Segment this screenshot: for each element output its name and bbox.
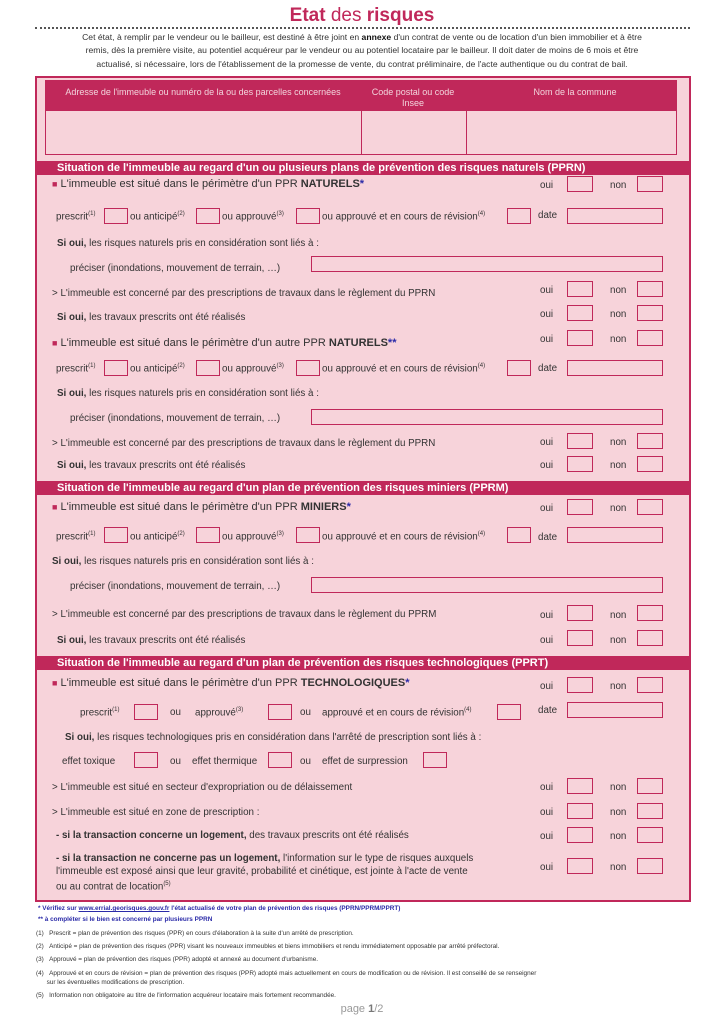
pprn-non-checkbox[interactable] <box>637 176 663 192</box>
pprn2-oui-checkbox[interactable] <box>567 330 593 346</box>
prescriptions-label: > L'immeuble est concerné par des prescriptions de travaux dans le règlement du PPRM <box>52 609 437 620</box>
pprm-travaux-non[interactable] <box>637 630 663 646</box>
travaux-label: Si oui, les travaux prescrits ont été réalisés <box>57 460 246 471</box>
ou-label: ou <box>300 707 311 718</box>
oui-label: oui <box>540 782 554 793</box>
footnote-double-star: ** à compléter si le bien est concerné par plusieurs PPRN <box>38 916 213 923</box>
pprt-approuve-checkbox[interactable] <box>268 704 292 720</box>
oui-label: oui <box>540 807 554 818</box>
non-label: non <box>610 782 627 793</box>
pprt-non-checkbox[interactable] <box>637 677 663 693</box>
pprt-revision-checkbox[interactable] <box>497 704 521 720</box>
pprm-revision-checkbox[interactable] <box>507 527 531 543</box>
oui-label: oui <box>540 334 554 345</box>
zone-prescription-oui[interactable] <box>567 803 593 819</box>
pprn2-anticipe-checkbox[interactable] <box>196 360 220 376</box>
anticipe-label: ou anticipé$^{(2)}$ <box>130 211 185 223</box>
pprn2-approuve-checkbox[interactable] <box>296 360 320 376</box>
pprn2-preciser-field[interactable] <box>311 409 663 425</box>
pprt-prescrit-checkbox[interactable] <box>134 704 158 720</box>
effet-toxique-checkbox[interactable] <box>134 752 158 768</box>
pprt-section-title: Situation de l'immeuble au regard d'un plan de prévention des risques technologiques (PPRT) <box>37 656 689 670</box>
non-label: non <box>610 610 627 621</box>
zone-prescription-non[interactable] <box>637 803 663 819</box>
ou-label: ou <box>170 707 181 718</box>
non-label: non <box>610 681 627 692</box>
oui-label: oui <box>540 309 554 320</box>
pprn2-travaux-non[interactable] <box>637 456 663 472</box>
pprm-anticipe-checkbox[interactable] <box>196 527 220 543</box>
oui-label: oui <box>540 285 554 296</box>
pprt-date-field[interactable] <box>567 702 663 718</box>
non-label: non <box>610 180 627 191</box>
footnote-5: (5) Information non obligatoire au titre de l'information acquéreur locataire mais fortement recommandée. <box>36 992 336 999</box>
pprm-prescriptions-non[interactable] <box>637 605 663 621</box>
non-label: non <box>610 334 627 345</box>
pprn-travaux-oui[interactable] <box>567 305 593 321</box>
date-label: date <box>538 363 558 374</box>
date-label: date <box>538 210 558 221</box>
risques-techno-label: Si oui, les risques technologiques pris en considération dans l'arrêté de prescription sont liés à : <box>65 732 482 743</box>
logement-non[interactable] <box>637 827 663 843</box>
non-label: non <box>610 503 627 514</box>
pprn-travaux-non[interactable] <box>637 305 663 321</box>
revision-label: ou approuvé et en cours de révision$^{(4)}$ <box>322 531 486 543</box>
footnote-3: (3) Approuvé = plan de prévention des risques (PPR) adopté et annexé au document d'urbanisme. <box>36 956 319 963</box>
logement-oui[interactable] <box>567 827 593 843</box>
commune-col-header: Nom de la commune <box>533 87 617 97</box>
preciser-label: préciser (inondations, mouvement de terrain, …) <box>70 581 281 592</box>
oui-label: oui <box>540 437 554 448</box>
non-label: non <box>610 437 627 448</box>
oui-label: oui <box>540 180 554 191</box>
pprt-perimetre-label: ■ L'immeuble est situé dans le périmètre d'un PPR TECHNOLOGIQUES* <box>52 677 410 689</box>
pprn-revision-checkbox[interactable] <box>507 208 531 224</box>
revision-label: ou approuvé et en cours de révision$^{(4)}$ <box>322 211 486 223</box>
preciser-label: préciser (inondations, mouvement de terrain, …) <box>70 413 281 424</box>
non-label: non <box>610 635 627 646</box>
pprm-prescriptions-oui[interactable] <box>567 605 593 621</box>
approuve-label: ou approuvé$^{(3)}$ <box>222 531 284 543</box>
date-label: date <box>538 705 558 716</box>
pprn-section-title: Situation de l'immeuble au regard d'un ou plusieurs plans de prévention des risques naturels (PPRN) <box>37 161 689 175</box>
postal-code-field[interactable] <box>362 111 465 154</box>
page-title: Etat des risques <box>289 5 435 26</box>
non-label: non <box>610 831 627 842</box>
non-label: non <box>610 460 627 471</box>
prescrit-label: prescrit$^{(1)}$ <box>56 363 96 375</box>
pprm-preciser-field[interactable] <box>311 577 663 593</box>
travaux-label: Si oui, les travaux prescrits ont été réalisés <box>57 312 246 323</box>
non-label: non <box>610 309 627 320</box>
non-logement-non[interactable] <box>637 858 663 874</box>
ou-label: ou <box>300 756 311 767</box>
pprn-date-field[interactable] <box>567 208 663 224</box>
page-number: page 1/2 <box>340 1003 384 1015</box>
title-divider <box>35 27 690 29</box>
pprm-section-title: Situation de l'immeuble au regard d'un plan de prévention des risques miniers (PPRM) <box>37 481 689 495</box>
pprm-oui-checkbox[interactable] <box>567 499 593 515</box>
bullet-square-icon: ■ <box>52 502 58 512</box>
risques-lies-label: Si oui, les risques naturels pris en considération sont liés à : <box>57 388 319 399</box>
pprn-prescrit-checkbox[interactable] <box>104 208 128 224</box>
pprm-perimetre-label: ■ L'immeuble est situé dans le périmètre d'un PPR MINIERS* <box>52 501 351 513</box>
anticipe-label: ou anticipé$^{(2)}$ <box>130 363 185 375</box>
commune-field[interactable] <box>467 111 676 154</box>
non-logement-oui[interactable] <box>567 858 593 874</box>
effet-toxique-label: effet toxique <box>62 756 116 767</box>
address-field[interactable] <box>46 111 360 154</box>
non-label: non <box>610 285 627 296</box>
pprn2-travaux-oui[interactable] <box>567 456 593 472</box>
effet-surpression-checkbox[interactable] <box>423 752 447 768</box>
zone-prescription-label: > L'immeuble est situé en zone de prescription : <box>52 807 260 818</box>
risques-lies-label: Si oui, les risques naturels pris en considération sont liés à : <box>57 238 319 249</box>
pprn2-prescriptions-non[interactable] <box>637 433 663 449</box>
pprm-prescrit-checkbox[interactable] <box>104 527 128 543</box>
footnote-4: (4) Approuvé et en cours de révision = plan de prévention des risques (PPR) adopté mais actuellement en cours de modification ou de révision. Il est conseillé de se renseigner sur les éventuelles modifications de prescription. <box>36 970 537 986</box>
pprm-approuve-checkbox[interactable] <box>296 527 320 543</box>
prescrit-label: prescrit$^{(1)}$ <box>56 211 96 223</box>
oui-label: oui <box>540 503 554 514</box>
footnote-1: (1) Prescrit = plan de prévention des risques (PPR) en cours d'élaboration à la suite d'un arrêté de prescription. <box>36 930 354 937</box>
pprn-prescriptions-oui[interactable] <box>567 281 593 297</box>
effet-thermique-checkbox[interactable] <box>268 752 292 768</box>
georisques-link[interactable]: www.errial.georisques.gouv.fr <box>78 905 170 912</box>
non-label: non <box>610 807 627 818</box>
expropriation-oui[interactable] <box>567 778 593 794</box>
prescriptions-label: > L'immeuble est concerné par des prescriptions de travaux dans le règlement du PPRN <box>52 288 436 299</box>
footnote-star: * Vérifiez sur www.errial.georisques.gouv.fr l'état actualisé de votre plan de prévention des risques (PPRN/PPRM/PPRT) <box>38 905 401 912</box>
prescrit-label: prescrit$^{(1)}$ <box>80 707 120 719</box>
pprn-prescriptions-non[interactable] <box>637 281 663 297</box>
anticipe-label: ou anticipé$^{(2)}$ <box>130 531 185 543</box>
revision-label: approuvé et en cours de révision$^{(4)}$ <box>322 707 472 719</box>
risques-lies-label: Si oui, les risques naturels pris en considération sont liés à : <box>52 556 314 567</box>
effet-surpression-label: effet de surpression <box>322 756 408 767</box>
bullet-square-icon: ■ <box>52 678 58 688</box>
pprn2-perimetre-label: ■ L'immeuble est situé dans le périmètre d'un autre PPR NATURELS** <box>52 337 397 349</box>
approuve-label: ou approuvé$^{(3)}$ <box>222 211 284 223</box>
prescrit-label: prescrit$^{(1)}$ <box>56 531 96 543</box>
revision-label: ou approuvé et en cours de révision$^{(4)}$ <box>322 363 486 375</box>
oui-label: oui <box>540 610 554 621</box>
pprn-oui-checkbox[interactable] <box>567 176 593 192</box>
pprn2-date-field[interactable] <box>567 360 663 376</box>
pprn-approuve-checkbox[interactable] <box>296 208 320 224</box>
non-label: non <box>610 862 627 873</box>
pprt-oui-checkbox[interactable] <box>567 677 593 693</box>
postal-col-header: Code postal ou code Insee <box>371 87 455 108</box>
non-logement-label: - si la transaction ne concerne pas un logement, l'information sur le type de risques auxquels l'immeuble est exposé ainsi que leur gravité, probabilité et cinétique, est jointe à l'acte de vente ou au contrat de location$^{(5)}$ <box>56 853 474 893</box>
pprm-non-checkbox[interactable] <box>637 499 663 515</box>
pprn2-non-checkbox[interactable] <box>637 330 663 346</box>
preciser-label: préciser (inondations, mouvement de terrain, …) <box>70 263 281 274</box>
intro-text: Cet état, à remplir par le vendeur ou le bailleur, est destiné à être joint en annexe d'un contrat de vente ou de location d'un bien immobilier et à être remis, dès la première visite, au potentiel acquéreur par le vendeur ou au potentiel locataire par le bailleur. Il doit dater de moins de 6 mois et être actualisé, si nécessaire, lors de l'établissement de la promesse de vente, du contrat préliminaire, de l'acte authentique ou du contrat de bail. <box>82 32 642 69</box>
approuve-label: approuvé$^{(3)}$ <box>195 707 244 719</box>
footnote-2: (2) Anticipé = plan de prévention des risques (PPR) visant les nouveaux immeubles et biens immobiliers et rendu immédiatement opposable par arrêté préfectoral. <box>36 943 500 950</box>
expropriation-non[interactable] <box>637 778 663 794</box>
oui-label: oui <box>540 635 554 646</box>
pprm-travaux-oui[interactable] <box>567 630 593 646</box>
oui-label: oui <box>540 460 554 471</box>
prescriptions-label: > L'immeuble est concerné par des prescriptions de travaux dans le règlement du PPRN <box>52 438 436 449</box>
pprm-date-field[interactable] <box>567 527 663 543</box>
travaux-label: Si oui, les travaux prescrits ont été réalisés <box>57 635 246 646</box>
bullet-square-icon: ■ <box>52 338 58 348</box>
date-label: date <box>538 532 558 543</box>
expropriation-label: > L'immeuble est situé en secteur d'expropriation ou de délaissement <box>52 782 353 793</box>
oui-label: oui <box>540 862 554 873</box>
pprn-anticipe-checkbox[interactable] <box>196 208 220 224</box>
oui-label: oui <box>540 831 554 842</box>
pprn2-revision-checkbox[interactable] <box>507 360 531 376</box>
pprn2-prescriptions-oui[interactable] <box>567 433 593 449</box>
ou-label: ou <box>170 756 181 767</box>
approuve-label: ou approuvé$^{(3)}$ <box>222 363 284 375</box>
logement-label: - si la transaction concerne un logement, des travaux prescrits ont été réalisés <box>56 830 409 841</box>
oui-label: oui <box>540 681 554 692</box>
pprn-perimetre-label: ■ L'immeuble est situé dans le périmètre d'un PPR NATURELS* <box>52 178 365 190</box>
bullet-square-icon: ■ <box>52 179 58 189</box>
address-col-header: Adresse de l'immeuble ou numéro de la ou des parcelles concernées <box>65 87 341 97</box>
effet-thermique-label: effet thermique <box>192 756 258 767</box>
pprn-preciser-field[interactable] <box>311 256 663 272</box>
pprn2-prescrit-checkbox[interactable] <box>104 360 128 376</box>
